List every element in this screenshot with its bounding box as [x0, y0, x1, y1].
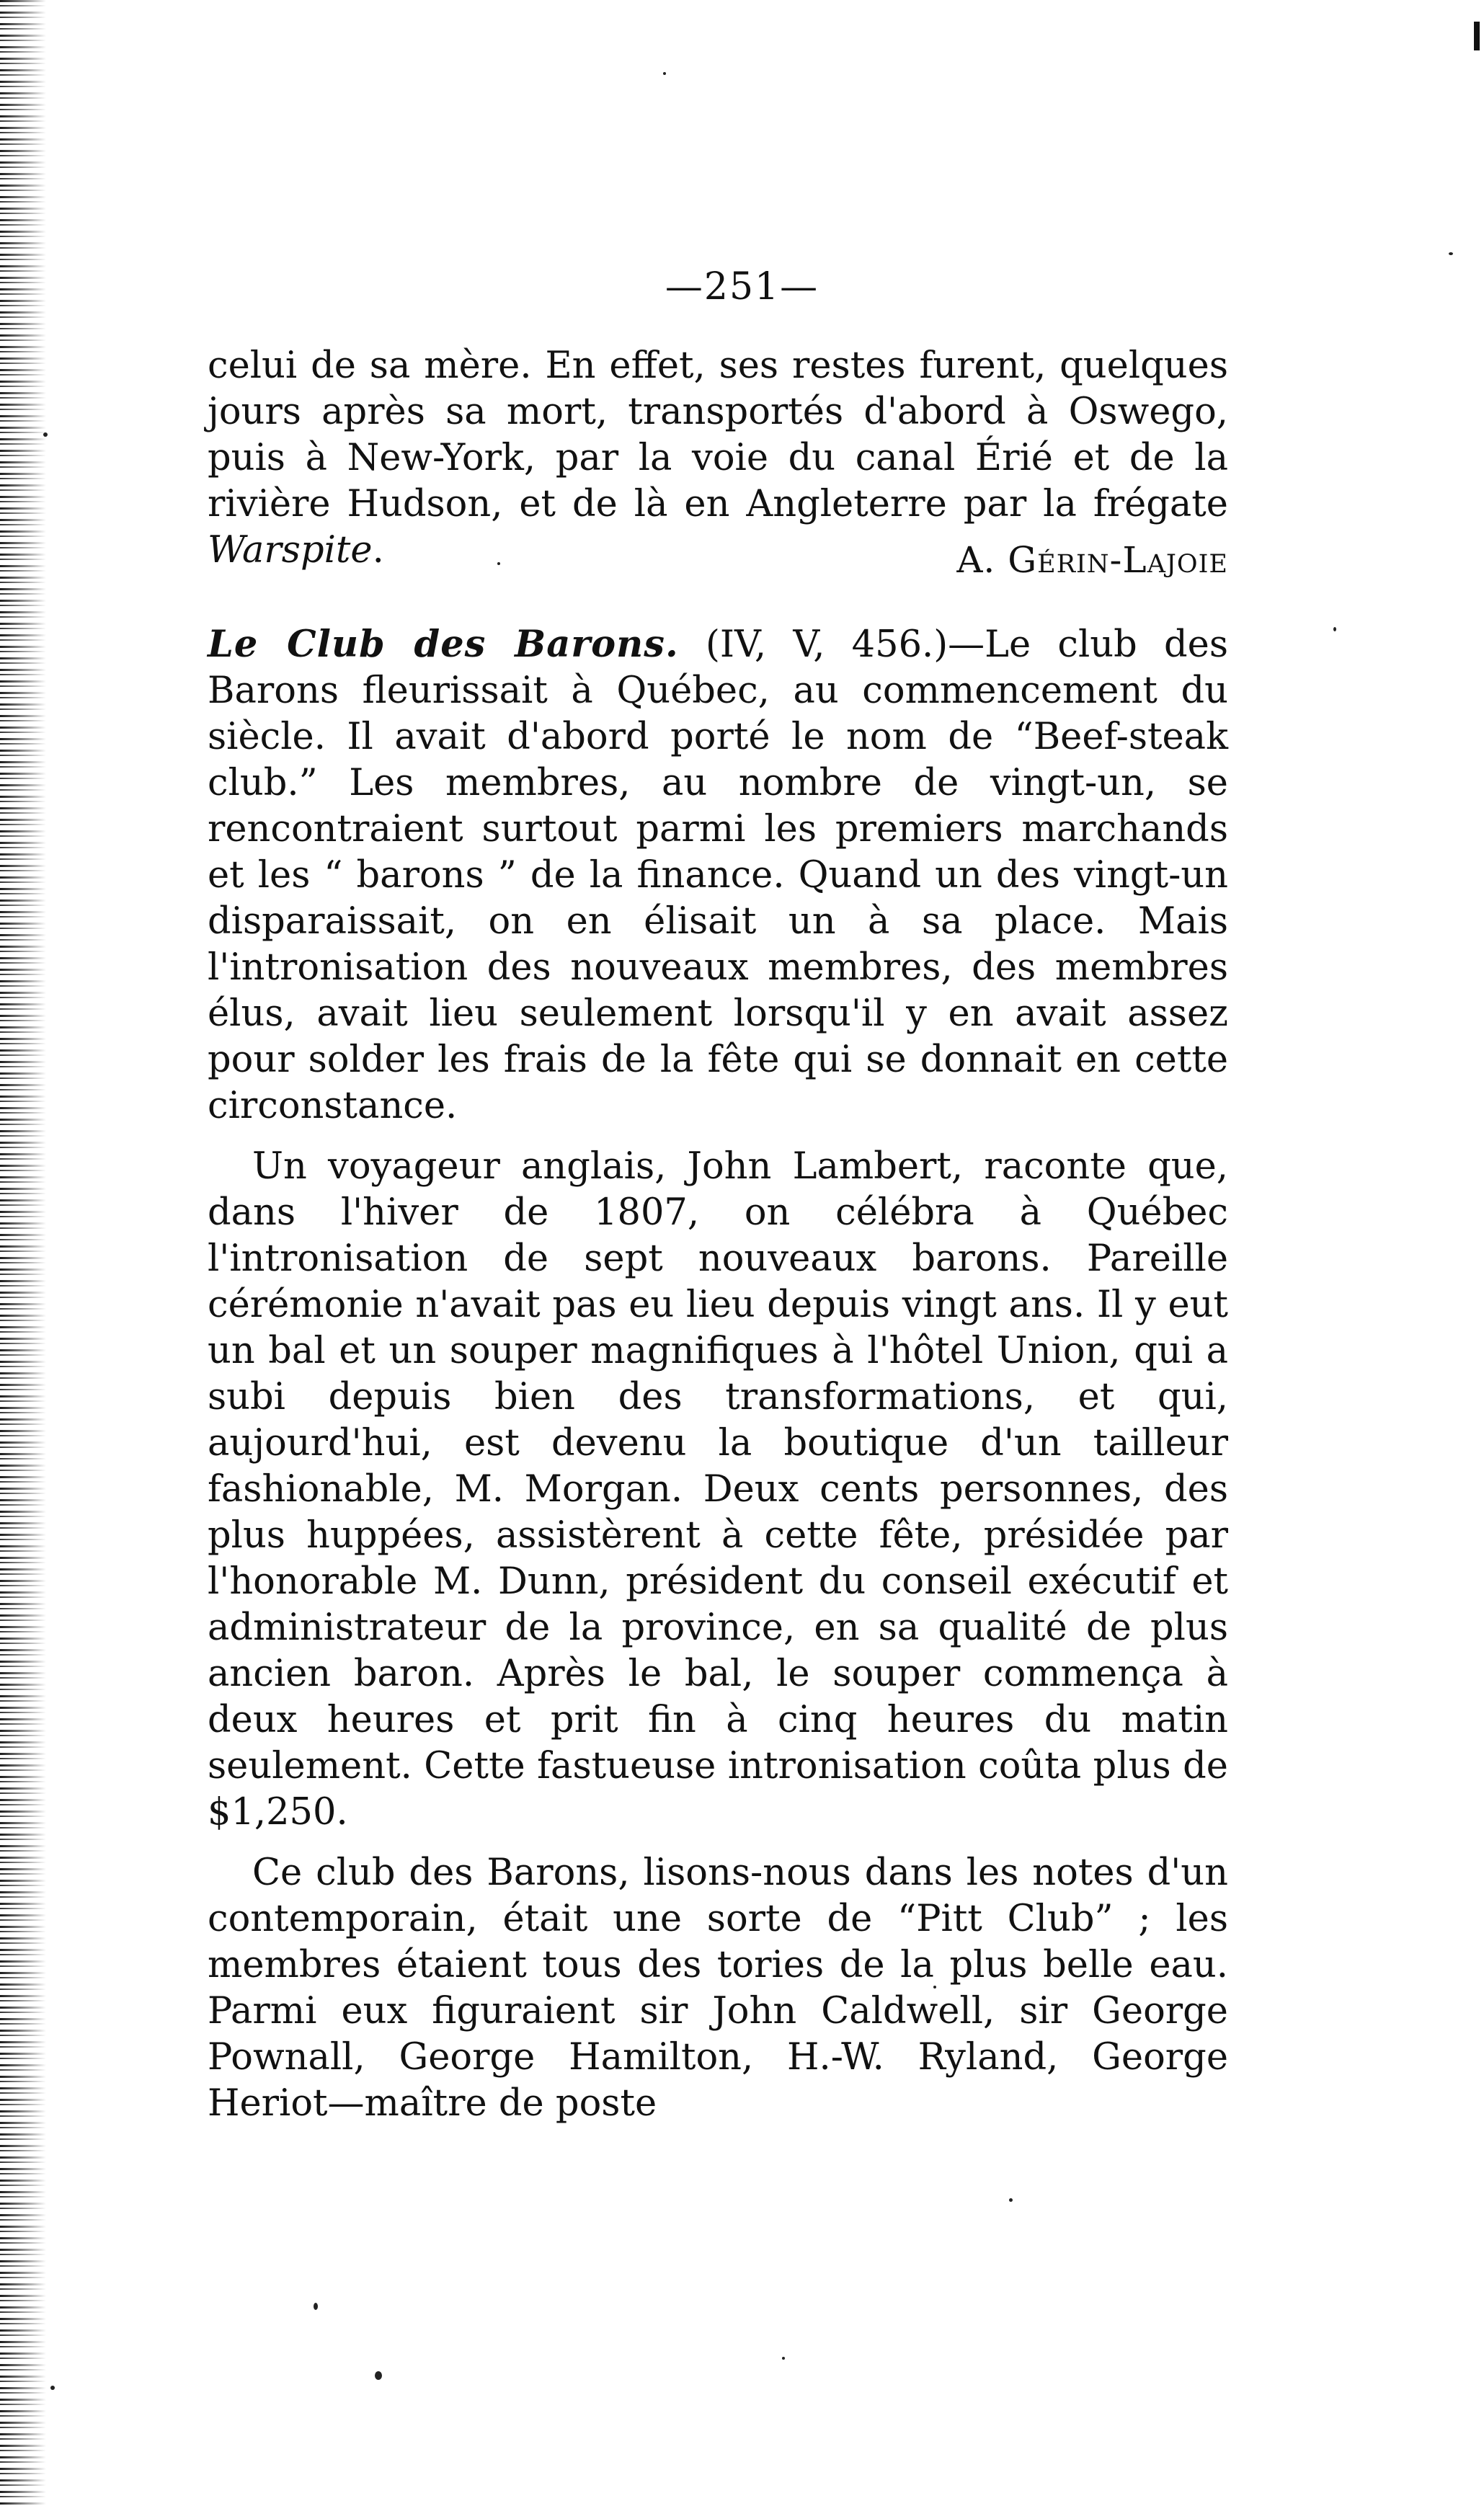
signature-initial: A. [956, 539, 1008, 581]
speck [1009, 2198, 1013, 2202]
article-title: Le Club des Barons. [208, 623, 679, 666]
speck [663, 72, 666, 75]
article-paragraph-1 [208, 621, 1228, 1129]
ship-name: Warspite [208, 529, 373, 572]
scan-edge-left [0, 0, 46, 2506]
speck [50, 2386, 55, 2390]
speck [375, 2371, 382, 2380]
article-paragraph-1-text: (IV, V, 456.)—Le club des Barons fleurissait à Québec, au commencement du siècle. Il avait d'abord porté le nom de “Beef-steak club.” Les membres, au nombre de vingt-un, se rencontraient surtout parmi les premiers marchands et les “ barons ” de la finance. Quand un des vingt-un disparaissait, on en élisait un à sa place. Mais l'intronisation des nouveaux membres, des membres élus, avait lieu seulement lorsqu'il y en avait assez pour solder les frais de la fête qui se donnait en cette circonstance. [208, 623, 1228, 1127]
article-club-des-barons [208, 621, 1228, 2127]
page-number: —251— [665, 265, 819, 308]
signature-name: Gérin-Lajoie [1008, 539, 1228, 581]
speck [782, 2357, 785, 2360]
continuation-text: celui de sa mère. En effet, ses restes furent, quelques jours après sa mort, transportés d'abord à Oswego, puis à New-York, par la voie du canal Érié et de la rivière Hudson, et de là en Angleterre par la frégate [208, 345, 1228, 525]
speck [1333, 627, 1336, 631]
author-signature [956, 537, 1228, 583]
article-paragraph-3: Ce club des Barons, lisons-nous dans les notes d'un contemporain, était une sorte de “Pitt Club” ; les membres étaient tous des tories de la plus belle eau. Parmi eux figuraient sir John Caldwell, sir George Pownall, George Hamilton, H.-W. Ryland, George Heriot—maître de poste [208, 1852, 1228, 2125]
article-paragraph-2: Un voyageur anglais, John Lambert, raconte que, dans l'hiver de 1807, on célébra à Québec l'intronisation de sept nouveaux barons. Pareille cérémonie n'avait pas eu lieu depuis vingt ans. Il y eut un bal et un souper magnifiques à l'hôtel Union, qui a subi depuis bien des transformations, et qui, aujourd'hui, est devenu la boutique d'un tailleur fashionable, M. Morgan. Deux cents personnes, des plus huppées, assistèrent à cette fête, présidée par l'honorable M. Dunn, président du conseil exécutif et administrateur de la province, en sa qualité de plus ancien baron. Après le bal, le souper commença à deux heures et prit fin à cinq heures du matin seulement. Cette fastueuse intronisation coûta plus de $1,250. [208, 1145, 1228, 1834]
speck [314, 2303, 318, 2310]
speck [1449, 252, 1453, 255]
continuation-end: . [372, 529, 384, 572]
speck [43, 432, 48, 437]
scan-mark-right [1474, 22, 1480, 50]
